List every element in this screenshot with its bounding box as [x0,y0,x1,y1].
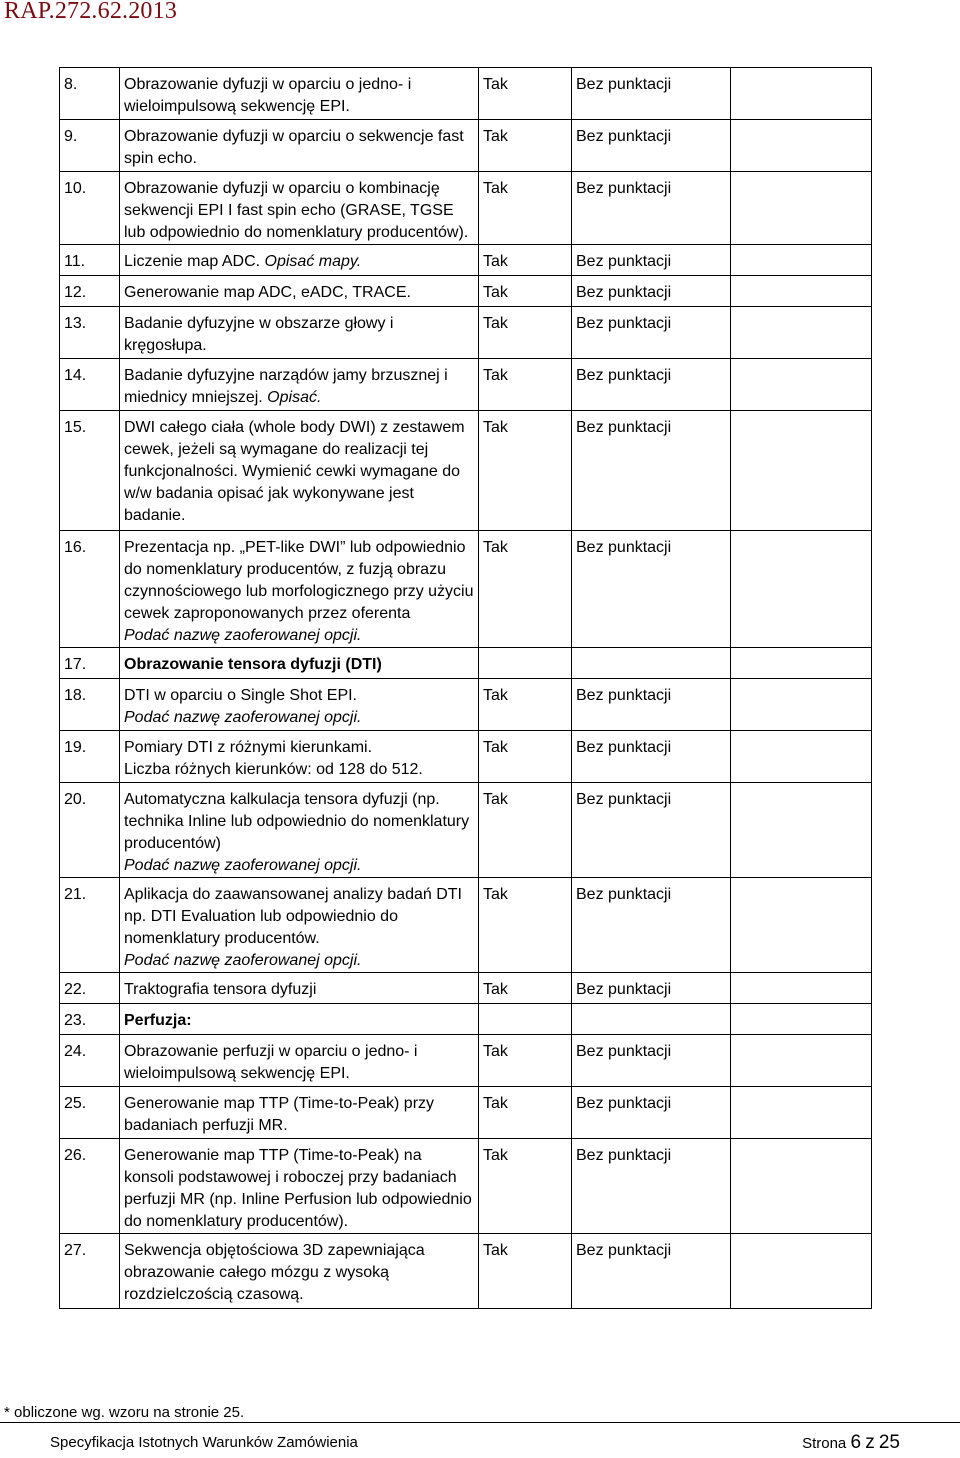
row-description [120,120,479,172]
scoring-value [572,1004,731,1035]
scoring-value: Bez punktacji [572,973,731,1004]
offered-parameters-cell [731,1035,872,1087]
offered-parameters-cell [731,359,872,411]
required-value: Tak [479,120,572,172]
row-description [120,68,479,120]
offered-parameters-cell [731,1139,872,1234]
table-row [60,1035,872,1087]
offered-parameters-cell [731,783,872,878]
description-line: sekwencji EPI I fast spin echo (GRASE, TGSE [124,202,454,219]
description-line: konsoli podstawowej i roboczej przy badaniach [124,1169,457,1186]
row-number: 24. [60,1035,120,1087]
table-row [60,783,872,878]
table-row [60,648,872,679]
description-line: wieloimpulsową sekwencję EPI. [124,1065,350,1082]
row-description [120,783,479,878]
scoring-value: Bez punktacji [572,783,731,878]
description-line: cewek, jeżeli są wymagane do realizacji tej [124,441,429,458]
row-number: 8. [60,68,120,120]
table-row [60,172,872,245]
specification-table [59,67,872,1309]
row-description [120,1087,479,1139]
description-line: producentów) [124,835,221,852]
scoring-value [572,648,731,679]
required-value: Tak [479,68,572,120]
offered-parameters-cell [731,276,872,307]
table-row [60,68,872,120]
description-line: DWI całego ciała (whole body DWI) z zestawem [124,419,465,436]
scoring-value: Bez punktacji [572,245,731,276]
description-text: miednicy mniejszej. [124,389,263,406]
table-row [60,1234,872,1309]
description-line: Generowanie map TTP (Time-to-Peak) przy [124,1095,435,1112]
description-line: Badanie dyfuzyjne narządów jamy brzusznej i [124,367,448,384]
row-description [120,1004,479,1035]
scoring-value: Bez punktacji [572,276,731,307]
row-description [120,1035,479,1087]
offered-parameters-cell [731,1004,872,1035]
description-line: Liczba różnych kierunków: od 128 do 512. [124,761,423,778]
row-number: 23. [60,1004,120,1035]
description-line: do nomenklatury producentów, z fuzją obrazu [124,561,446,578]
row-number: 25. [60,1087,120,1139]
offered-parameters-cell [731,411,872,531]
row-number: 18. [60,679,120,731]
row-number: 12. [60,276,120,307]
description-text: Generowanie map ADC, eADC, TRACE. [124,284,411,301]
offered-parameters-cell [731,648,872,679]
row-description [120,276,479,307]
page-prefix: Strona [802,1435,847,1452]
required-value: Tak [479,1139,572,1234]
description-line: nomenklatury producentów. [124,930,320,947]
row-description [120,679,479,731]
table-row [60,359,872,411]
required-value [479,1004,572,1035]
offered-parameters-cell [731,1234,872,1309]
row-number: 21. [60,878,120,973]
required-value: Tak [479,679,572,731]
row-number: 20. [60,783,120,878]
offered-parameters-cell [731,245,872,276]
required-value: Tak [479,783,572,878]
scoring-value: Bez punktacji [572,878,731,973]
description-line: Obrazowanie perfuzji w oparciu o jedno- i [124,1043,418,1060]
row-number: 19. [60,731,120,783]
required-value: Tak [479,531,572,648]
table-row [60,120,872,172]
row-number: 14. [60,359,120,411]
required-value: Tak [479,307,572,359]
description-line: w/w badania opisać jak wykonywane jest [124,485,414,502]
document-code: RAP.272.62.2013 [4,0,178,24]
table-row [60,411,872,531]
offered-parameters-cell [731,68,872,120]
required-value: Tak [479,731,572,783]
row-description [120,172,479,245]
page-separator: z [865,1432,875,1453]
offered-parameters-cell [731,1087,872,1139]
table-row [60,878,872,973]
required-value: Tak [479,878,572,973]
row-number: 11. [60,245,120,276]
row-number: 27. [60,1234,120,1309]
description-line: Sekwencja objętościowa 3D zapewniająca [124,1242,425,1259]
description-italic-line: Podać nazwę zaoferowanej opcji. [124,709,362,726]
required-value: Tak [479,245,572,276]
required-value: Tak [479,1234,572,1309]
required-value: Tak [479,1035,572,1087]
scoring-value: Bez punktacji [572,679,731,731]
required-value: Tak [479,973,572,1004]
offered-parameters-cell [731,973,872,1004]
table-row [60,1087,872,1139]
table-row [60,1139,872,1234]
description-line: Generowanie map TTP (Time-to-Peak) na [124,1147,422,1164]
row-number: 17. [60,648,120,679]
required-value [479,648,572,679]
description-line: rozdzielczością czasową. [124,1286,304,1303]
row-description [120,245,479,276]
required-value: Tak [479,1087,572,1139]
row-description [120,731,479,783]
section-heading: Obrazowanie tensora dyfuzji (DTI) [124,656,382,673]
required-value: Tak [479,172,572,245]
scoring-value: Bez punktacji [572,1139,731,1234]
description-line: do nomenklatury producentów). [124,1213,349,1230]
required-value: Tak [479,276,572,307]
required-value: Tak [479,359,572,411]
description-line: np. DTI Evaluation lub odpowiednio do [124,908,398,925]
row-description [120,1139,479,1234]
description-line: Prezentacja np. „PET-like DWI” lub odpowiednio [124,539,466,556]
description-line: wieloimpulsową sekwencję EPI. [124,98,350,115]
row-description [120,1234,479,1309]
description-line: Obrazowanie dyfuzji w oparciu o sekwencje fast [124,128,464,145]
description-line: DTI w oparciu o Single Shot EPI. [124,687,357,704]
scoring-value: Bez punktacji [572,68,731,120]
description-line: Badanie dyfuzyjne w obszarze głowy i [124,315,394,332]
scoring-value: Bez punktacji [572,359,731,411]
offered-parameters-cell [731,679,872,731]
row-number: 16. [60,531,120,648]
description-line: Pomiary DTI z różnymi kierunkami. [124,739,373,756]
description-line: badanie. [124,507,186,524]
row-description [120,411,479,531]
row-number: 26. [60,1139,120,1234]
specification-table-body [60,68,872,1309]
section-heading: Perfuzja: [124,1012,192,1029]
description-line: obrazowanie całego mózgu z wysoką [124,1264,390,1281]
description-line: cewek zaproponowanych przez oferenta [124,605,411,622]
description-line: kręgosłupa. [124,337,207,354]
description-line: lub odpowiednio do nomenklatury producentów). [124,224,469,241]
table-row [60,973,872,1004]
offered-parameters-cell [731,531,872,648]
description-line: spin echo. [124,150,197,167]
row-number: 10. [60,172,120,245]
table-row [60,1004,872,1035]
table-row [60,307,872,359]
row-description [120,878,479,973]
offered-parameters-cell [731,878,872,973]
description-line: czynnościowego lub morfologicznego przy użyciu [124,583,474,600]
offered-parameters-cell [731,731,872,783]
scoring-value: Bez punktacji [572,411,731,531]
row-number: 9. [60,120,120,172]
description-italic-line: Podać nazwę zaoferowanej opcji. [124,857,362,874]
footer-title: Specyfikacja Istotnych Warunków Zamówienia [50,1434,358,1451]
description-line: Automatyczna kalkulacja tensora dyfuzji (np. [124,791,440,808]
table-row [60,531,872,648]
description-italic: Opisać mapy. [264,253,362,270]
description-text: Traktografia tensora dyfuzji [124,981,317,998]
page-total: 25 [878,1432,900,1453]
row-number: 13. [60,307,120,359]
row-description [120,648,479,679]
page-current: 6 [850,1432,862,1453]
footnote: * obliczone wg. wzoru na stronie 25. [4,1404,245,1421]
description-italic-line: Podać nazwę zaoferowanej opcji. [124,627,362,644]
scoring-value: Bez punktacji [572,307,731,359]
table-row [60,245,872,276]
row-number: 15. [60,411,120,531]
required-value: Tak [479,411,572,531]
row-description [120,307,479,359]
table-row [60,731,872,783]
row-description [120,531,479,648]
scoring-value: Bez punktacji [572,1234,731,1309]
scoring-value: Bez punktacji [572,731,731,783]
description-line: Aplikacja do zaawansowanej analizy badań DTI [124,886,462,903]
scoring-value: Bez punktacji [572,1035,731,1087]
offered-parameters-cell [731,172,872,245]
description-line: badaniach perfuzji MR. [124,1117,288,1134]
scoring-value: Bez punktacji [572,1087,731,1139]
description-line [124,387,474,409]
scoring-value: Bez punktacji [572,531,731,648]
row-number: 22. [60,973,120,1004]
description-line: Obrazowanie dyfuzji w oparciu o kombinację [124,180,440,197]
description-text: Liczenie map ADC. [124,253,261,270]
description-line: perfuzji MR (np. Inline Perfusion lub odpowiednio [124,1191,472,1208]
offered-parameters-cell [731,120,872,172]
scoring-value: Bez punktacji [572,120,731,172]
description-italic-line: Podać nazwę zaoferowanej opcji. [124,952,362,969]
footer-divider [0,1422,960,1423]
description-italic: Opisać. [267,389,322,406]
offered-parameters-cell [731,307,872,359]
table-row [60,276,872,307]
description-line: technika Inline lub odpowiednio do nomenklatury [124,813,470,830]
description-line: Obrazowanie dyfuzji w oparciu o jedno- i [124,76,412,93]
page-number [802,1432,900,1454]
row-description [120,359,479,411]
row-description [120,973,479,1004]
table-row [60,679,872,731]
description-line: funkcjonalności. Wymienić cewki wymagane do [124,463,460,480]
scoring-value: Bez punktacji [572,172,731,245]
